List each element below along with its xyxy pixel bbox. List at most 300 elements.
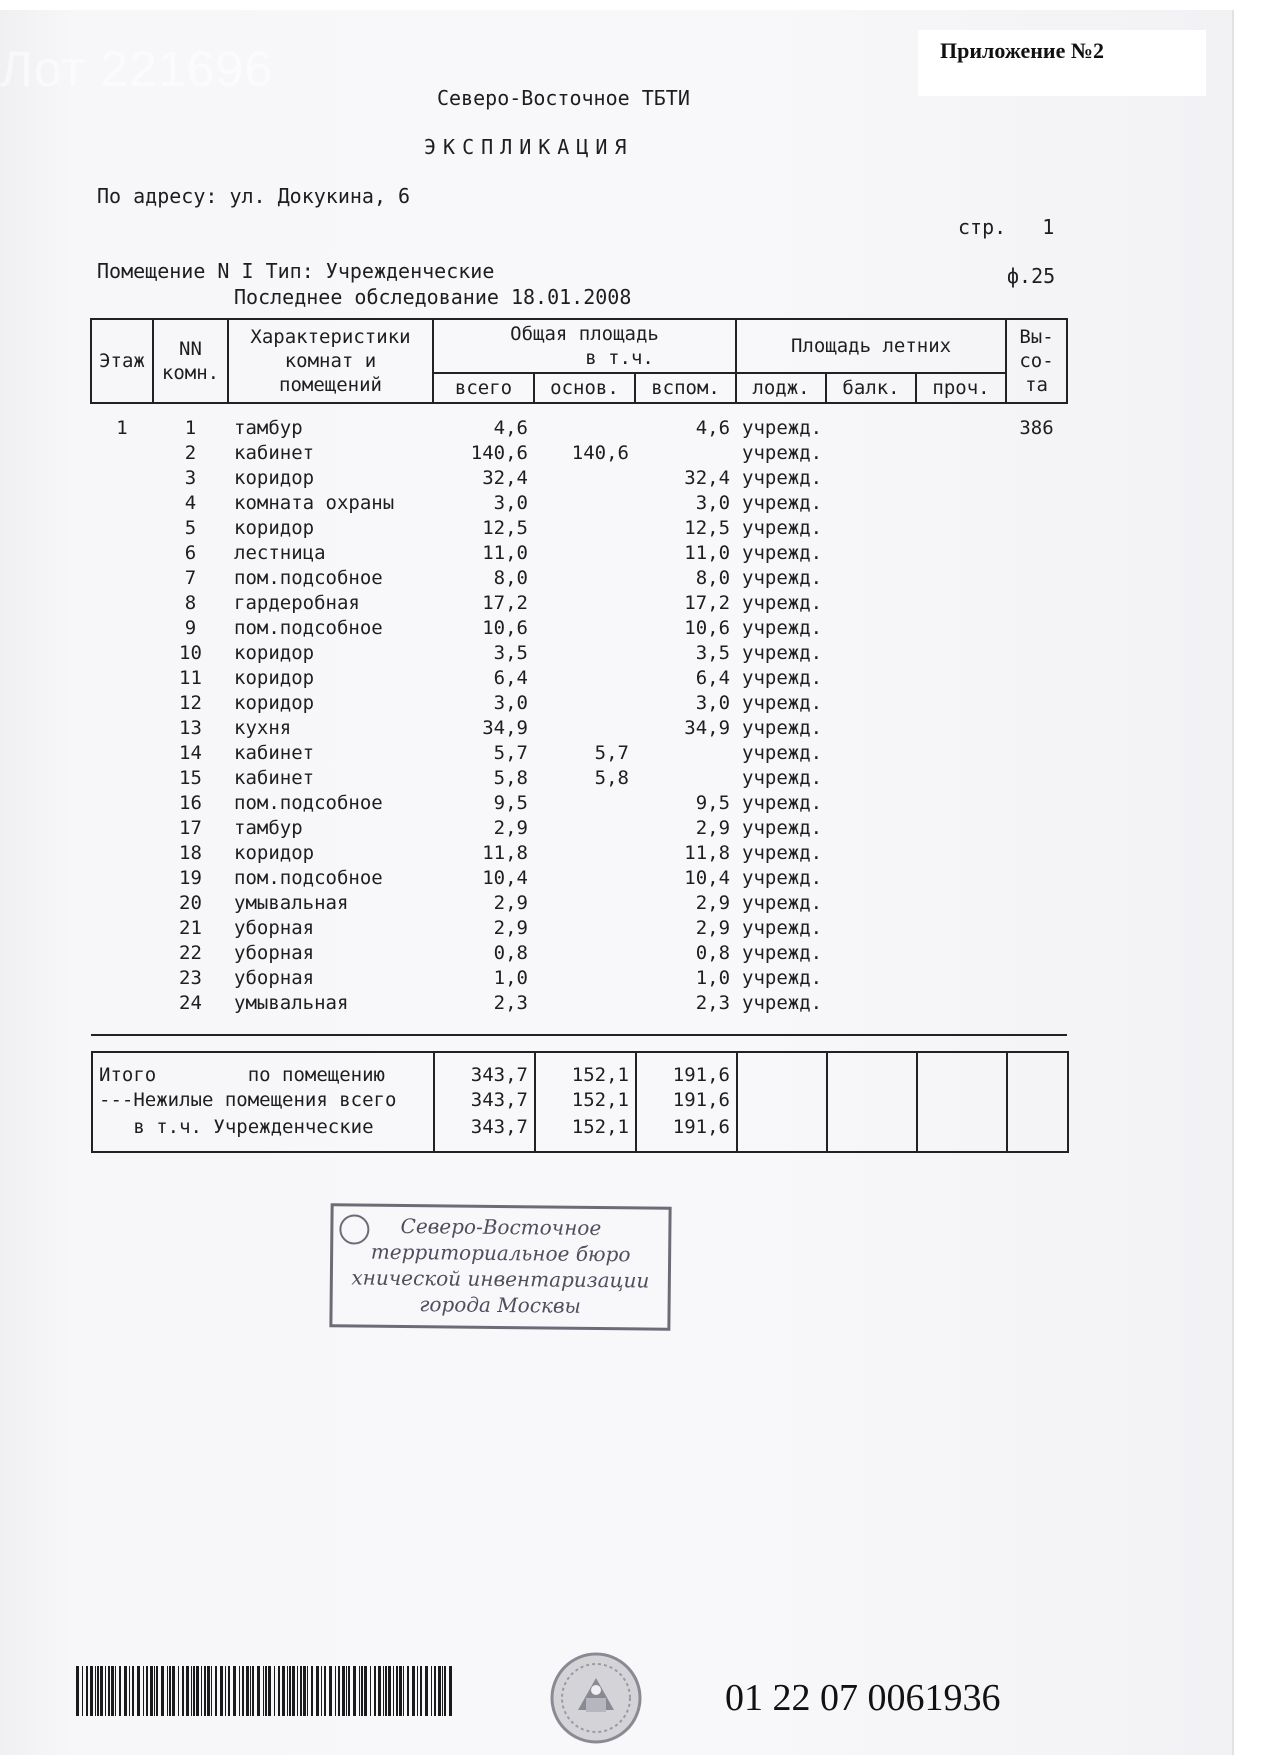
barcode-bar (167, 1666, 168, 1716)
cell-empty (916, 791, 1006, 816)
table-row (91, 616, 1067, 641)
table-row (91, 516, 1067, 541)
cell-floor (91, 516, 153, 541)
cell-empty (737, 1113, 827, 1152)
barcode-bar (342, 1666, 345, 1716)
cell-aux: 1,0 (695, 967, 731, 989)
cell-floor (91, 766, 153, 791)
barcode-bar (324, 1666, 326, 1716)
cell-aux: 10,4 (684, 867, 731, 889)
cell-use: учрежд. (742, 892, 823, 914)
table-row (91, 466, 1067, 491)
cell-empty (827, 1088, 917, 1113)
barcode-bar (348, 1666, 350, 1716)
cell-no: 1 (184, 417, 197, 439)
cell-use: учрежд. (742, 942, 823, 964)
cell-no: 20 (179, 892, 202, 914)
cell-name: тамбур (234, 817, 303, 839)
cell-floor (91, 691, 153, 716)
cell-empty (1007, 1113, 1068, 1152)
table-row (91, 941, 1067, 966)
total-label: в т.ч. Учрежденческие (92, 1113, 434, 1152)
cell-name: пом.подсобное (234, 567, 383, 589)
cell-no: 19 (179, 867, 202, 889)
cell-height (1006, 941, 1067, 966)
cell-total: 5,7 (493, 742, 528, 764)
cell-main (534, 516, 635, 541)
cell-total: 4,6 (493, 417, 528, 439)
barcode-bar (252, 1666, 254, 1716)
cell-no: 21 (179, 917, 202, 939)
cell-total: 12,5 (482, 517, 528, 539)
barcode-bar (172, 1666, 175, 1716)
table-row (91, 891, 1067, 916)
barcode-bar (95, 1666, 96, 1716)
totals-body (92, 1052, 1068, 1152)
cell-height (1006, 716, 1067, 741)
cell-empty (916, 691, 1006, 716)
cell-name: лестница (234, 542, 326, 564)
cell-no: 16 (179, 792, 202, 814)
cell-floor (91, 716, 153, 741)
cell-use: учрежд. (742, 867, 823, 889)
cell-empty (916, 866, 1006, 891)
cell-empty (826, 941, 916, 966)
cell-height (1006, 966, 1067, 991)
last-survey-line: Последнее обследование 18.01.2008 (234, 285, 632, 309)
cell-empty (826, 616, 916, 641)
cell-no: 17 (179, 817, 202, 839)
total-label: Итого по помещению (92, 1052, 434, 1088)
cell-total: 2,9 (493, 892, 528, 914)
cell-name: коридор (234, 467, 315, 489)
barcode-bar (169, 1666, 171, 1716)
cell-empty (826, 741, 916, 766)
cell-aux (635, 766, 736, 791)
cell-height (1006, 841, 1067, 866)
barcode-bar (442, 1666, 443, 1716)
rooms-body (91, 403, 1067, 1035)
cell-empty (826, 966, 916, 991)
col-characteristics: Характеристики комнат и помещений (228, 319, 433, 403)
cell-empty (917, 1052, 1007, 1088)
barcode-bar (449, 1666, 452, 1716)
cell-no: 8 (184, 592, 197, 614)
col-all: всего (433, 373, 534, 403)
barcode-bar (207, 1666, 210, 1716)
cell-empty (916, 716, 1006, 741)
cell-empty (826, 666, 916, 691)
cell-empty (827, 1113, 917, 1152)
cell-empty (916, 816, 1006, 841)
cell-height (1006, 666, 1067, 691)
barcode-bar (420, 1666, 422, 1716)
barcode-bar (274, 1666, 275, 1716)
cell-total: 2,3 (493, 992, 528, 1014)
cell-use: учрежд. (742, 692, 823, 714)
cell-height (1006, 866, 1067, 891)
barcode-bar (438, 1666, 441, 1716)
cell-name: пом.подсобное (234, 617, 383, 639)
bureau-stamp (329, 1203, 671, 1331)
barcode-bar (215, 1666, 217, 1716)
cell-aux: 11,8 (684, 842, 731, 864)
cell-total: 8,0 (493, 567, 528, 589)
cell-main (534, 866, 635, 891)
cell-no: 7 (184, 567, 197, 589)
barcode-bar (97, 1666, 99, 1716)
cell-empty (916, 741, 1006, 766)
cell-empty (916, 466, 1006, 491)
cell-total: 10,6 (482, 617, 528, 639)
cell-empty (916, 403, 1006, 441)
premises-line: Помещение N I Тип: Учрежденческие (97, 259, 495, 283)
barcode-bar (129, 1666, 130, 1716)
table-row (91, 866, 1067, 891)
total-main: 152,1 (535, 1052, 636, 1088)
barcode-bar (282, 1666, 285, 1716)
cell-no: 11 (179, 667, 202, 689)
cell-empty (827, 1052, 917, 1088)
cell-use: учрежд. (742, 842, 823, 864)
cell-empty (826, 891, 916, 916)
cell-main (534, 641, 635, 666)
cell-height (1006, 916, 1067, 941)
barcode-bar (250, 1666, 251, 1716)
watermark: Лот 221696 (0, 41, 274, 97)
stamp-line: города Москвы (419, 1292, 581, 1318)
barcode-bar (346, 1666, 347, 1716)
barcode-bar (407, 1666, 409, 1716)
cell-floor (91, 891, 153, 916)
form-number: ф.25 (1007, 264, 1056, 288)
stamp-text (332, 1206, 668, 1320)
stamp-mark (339, 1214, 369, 1244)
cell-aux: 2,9 (695, 817, 731, 839)
cell-main (534, 916, 635, 941)
cell-aux: 17,2 (684, 592, 731, 614)
cell-use: учрежд. (742, 592, 823, 614)
barcode-bar (186, 1666, 189, 1716)
barcode-bar (383, 1666, 384, 1716)
barcode-bar (191, 1666, 192, 1716)
cell-height (1006, 541, 1067, 566)
cell-total: 2,9 (493, 817, 528, 839)
cell-use: учрежд. (742, 967, 823, 989)
cell-empty (826, 991, 916, 1016)
barcode-bar (225, 1666, 226, 1716)
cell-empty (916, 991, 1006, 1016)
cell-empty (826, 791, 916, 816)
cell-height (1006, 991, 1067, 1016)
barcode-bar (307, 1666, 308, 1716)
cell-empty (916, 766, 1006, 791)
cell-empty (916, 641, 1006, 666)
barcode-bar (156, 1666, 158, 1716)
cell-total: 140,6 (470, 442, 528, 464)
cell-empty (916, 666, 1006, 691)
table-row (91, 641, 1067, 666)
cell-no: 9 (184, 617, 197, 639)
cell-name: умывальная (234, 892, 349, 914)
table-row (91, 816, 1067, 841)
barcode-bar (196, 1666, 199, 1716)
cell-empty (826, 816, 916, 841)
table-row (91, 566, 1067, 591)
col-main: основ. (534, 373, 635, 403)
cell-aux: 3,0 (695, 492, 731, 514)
cell-height (1006, 591, 1067, 616)
cell-use: учрежд. (742, 467, 823, 489)
cell-empty (826, 691, 916, 716)
cell-name: тамбур (234, 417, 303, 439)
totals-table (91, 1051, 1069, 1153)
cell-floor (91, 791, 153, 816)
barcode-bar (388, 1666, 391, 1716)
stamp-line: Северо-Восточное (400, 1213, 602, 1241)
cell-height (1006, 691, 1067, 716)
cell-floor (91, 866, 153, 891)
spacer-cell (91, 1016, 1067, 1035)
cell-name: коридор (234, 667, 315, 689)
table-row (91, 991, 1067, 1016)
cell-aux: 2,9 (695, 892, 731, 914)
cell-empty (916, 516, 1006, 541)
cell-no: 22 (179, 942, 202, 964)
cell-empty (826, 591, 916, 616)
cell-no: 12 (179, 692, 202, 714)
table-header (91, 319, 1067, 403)
cell-height (1006, 791, 1067, 816)
explication-table (90, 318, 1068, 1036)
stamp-line: территориальное бюро (370, 1239, 631, 1267)
barcode-bar (182, 1666, 184, 1716)
cell-floor (91, 491, 153, 516)
cell-name: пом.подсобное (234, 867, 383, 889)
cell-main (534, 791, 635, 816)
cell-floor (91, 591, 153, 616)
table-row (91, 491, 1067, 516)
barcode-bar (431, 1666, 432, 1716)
barcode-bar (239, 1666, 240, 1716)
barcode-bar (257, 1666, 260, 1716)
barcode-bar (132, 1666, 134, 1716)
cell-floor (91, 616, 153, 641)
cell-name: умывальная (234, 992, 349, 1014)
barcode-bar (321, 1666, 322, 1716)
cell-empty (826, 641, 916, 666)
barcode-bar (289, 1666, 291, 1716)
cell-use: учрежд. (742, 817, 823, 839)
cell-use: учрежд. (742, 917, 823, 939)
col-summer-area: Площадь летних (736, 319, 1006, 373)
cell-floor (91, 541, 153, 566)
cell-no: 24 (179, 992, 202, 1014)
cell-empty (826, 841, 916, 866)
totals-row (92, 1088, 1068, 1113)
table-row (91, 741, 1067, 766)
cell-main (534, 491, 635, 516)
cell-height (1006, 616, 1067, 641)
cell-empty (1007, 1088, 1068, 1113)
cell-name: пом.подсобное (234, 792, 383, 814)
cell-height (1006, 491, 1067, 516)
col-room-no: NN комн. (153, 319, 228, 403)
barcode-bar (201, 1666, 202, 1716)
table-row (91, 966, 1067, 991)
cell-no: 10 (179, 642, 202, 664)
cell-name: уборная (234, 917, 315, 939)
cell-aux: 4,6 (695, 417, 731, 439)
cell-aux: 6,4 (695, 667, 731, 689)
cell-floor (91, 966, 153, 991)
cell-aux: 2,9 (695, 917, 731, 939)
cell-main (534, 616, 635, 641)
cell-aux: 12,5 (684, 517, 731, 539)
cell-height (1006, 566, 1067, 591)
col-incl: в т.ч. (585, 347, 654, 369)
barcode-bar (425, 1666, 428, 1716)
table-row (91, 441, 1067, 466)
total-main: 152,1 (535, 1088, 636, 1113)
cell-height (1006, 466, 1067, 491)
table-row (91, 791, 1067, 816)
cell-aux: 3,5 (695, 642, 731, 664)
barcode-bar (204, 1666, 206, 1716)
page-number: стр. 1 (958, 215, 1055, 239)
barcode-bar (287, 1666, 288, 1716)
cell-main: 5,7 (594, 742, 629, 764)
barcode-bar (364, 1666, 367, 1716)
barcode-bar (374, 1666, 376, 1716)
cell-height (1006, 441, 1067, 466)
barcode-bar (278, 1666, 280, 1716)
col-floor: Этаж (91, 319, 153, 403)
cell-main (534, 541, 635, 566)
total-aux: 191,6 (636, 1088, 737, 1113)
cell-use: учрежд. (742, 717, 823, 739)
cell-aux: 2,3 (695, 992, 731, 1014)
cell-main (534, 891, 635, 916)
cell-empty (916, 916, 1006, 941)
cell-main (534, 403, 635, 441)
cell-use: учрежд. (742, 642, 823, 664)
cell-name: гардеробная (234, 592, 360, 614)
cell-aux: 32,4 (684, 467, 731, 489)
spacer-row (91, 1016, 1067, 1035)
barcode-bar (76, 1666, 79, 1716)
cell-empty (826, 491, 916, 516)
cell-name: коридор (234, 642, 315, 664)
cell-no: 13 (179, 717, 202, 739)
cell-height (1006, 641, 1067, 666)
cell-height: 386 (1019, 417, 1054, 439)
cell-empty (826, 541, 916, 566)
cell-main (534, 816, 635, 841)
cell-total: 3,5 (493, 642, 528, 664)
cell-total: 3,0 (493, 492, 528, 514)
barcode-bar (385, 1666, 387, 1716)
cell-floor (91, 641, 153, 666)
barcode-bar (228, 1666, 230, 1716)
cell-empty (916, 441, 1006, 466)
barcode-bar (338, 1666, 340, 1716)
barcode-bar (143, 1666, 144, 1716)
appendix-label: Приложение №2 (940, 38, 1104, 63)
cell-main (534, 566, 635, 591)
cell-aux (635, 441, 736, 466)
barcode-bar (329, 1666, 332, 1716)
barcode-bar (311, 1666, 313, 1716)
col-other: проч. (916, 373, 1006, 403)
barcode-bar (403, 1666, 404, 1716)
barcode-bar (412, 1666, 415, 1716)
barcode-bar (434, 1666, 436, 1716)
cell-total: 9,5 (493, 792, 528, 814)
cell-name: уборная (234, 967, 315, 989)
cell-main (534, 941, 635, 966)
cell-aux: 0,8 (695, 942, 731, 964)
cell-empty (916, 541, 1006, 566)
cell-empty (826, 516, 916, 541)
round-seal-icon (548, 1650, 644, 1746)
cell-main (534, 991, 635, 1016)
cell-main (534, 966, 635, 991)
cell-empty (916, 841, 1006, 866)
barcode-bar (378, 1666, 381, 1716)
cell-floor: 1 (116, 417, 128, 439)
cell-total: 3,0 (493, 692, 528, 714)
barcode (76, 1666, 456, 1718)
document-title: ЭКСПЛИКАЦИЯ (424, 135, 634, 159)
cell-name: комната охраны (234, 492, 395, 514)
cell-main (534, 691, 635, 716)
cell-total: 11,8 (482, 842, 528, 864)
barcode-bar (335, 1666, 336, 1716)
barcode-bar (211, 1666, 212, 1716)
col-total-area (433, 319, 736, 373)
col-balcony: балк. (826, 373, 916, 403)
barcode-bar (303, 1666, 306, 1716)
cell-height (1006, 891, 1067, 916)
cell-empty (826, 403, 916, 441)
cell-name: уборная (234, 942, 315, 964)
barcode-bar (265, 1666, 267, 1716)
cell-no: 14 (179, 742, 202, 764)
cell-height (1006, 516, 1067, 541)
table-row (91, 403, 1067, 441)
stamp-line: хнической инвентаризации (351, 1265, 650, 1293)
cell-main (534, 716, 635, 741)
table-row (91, 841, 1067, 866)
cell-use: учрежд. (742, 567, 823, 589)
cell-main (534, 591, 635, 616)
barcode-bar (396, 1666, 398, 1716)
cell-floor (91, 566, 153, 591)
cell-use: учрежд. (742, 767, 823, 789)
barcode-bar (233, 1666, 236, 1716)
cell-total: 6,4 (493, 667, 528, 689)
barcode-bar (242, 1666, 244, 1716)
barcode-bar (220, 1666, 223, 1716)
cell-total: 10,4 (482, 867, 528, 889)
organization-name: Северо-Восточное ТБТИ (437, 86, 690, 110)
barcode-bar (108, 1666, 110, 1716)
cell-total: 11,0 (482, 542, 528, 564)
document-number: 01 22 07 0061936 (725, 1677, 1001, 1719)
cell-aux: 8,0 (695, 567, 731, 589)
cell-floor (91, 741, 153, 766)
